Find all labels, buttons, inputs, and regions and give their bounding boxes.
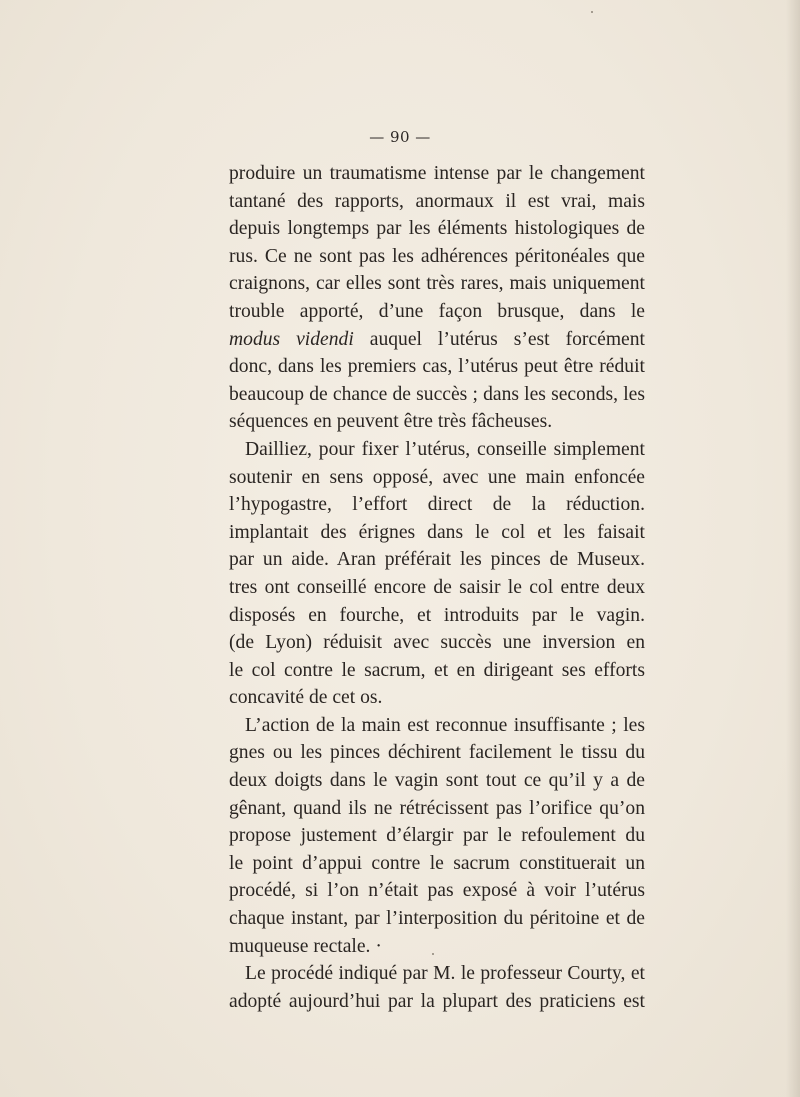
text-line: par un aide. Aran préférait les pinces de Museux. [229,549,645,571]
text-line: implantait des érignes dans le col et les faisait [229,521,645,543]
text-line: propose justement d’élargir par le refoulement du [229,825,645,847]
text-line: le col contre le sacrum, et en dirigeant ses efforts [229,659,645,681]
text-line: depuis longtemps par les éléments histologiques de [229,218,645,240]
text-line: gênant, quand ils ne rétrécissent pas l’orifice qu’on [229,797,645,819]
text-line: rus. Ce ne sont pas les adhérences péritonéales que [229,245,645,267]
text-line: muqueuse rectale. · [229,935,382,957]
text-line: chaque instant, par l’interposition du péritoine et de [229,908,645,930]
text-line: trouble apporté, d’une façon brusque, dans le [229,300,645,322]
paper-speck [432,953,434,955]
text-line: soutenir en sens opposé, avec une main enfoncée [229,466,645,488]
text-line: craignons, car elles sont très rares, mais uniquement [229,273,645,295]
text-line: L’action de la main est reconnue insuffisante ; les [245,714,645,736]
text-line: adopté aujourd’hui par la plupart des praticiens est [229,990,645,1012]
text-line: Dailliez, pour fixer l’utérus, conseille simplement [245,438,645,460]
text-line: (de Lyon) réduisit avec succès une inversion en [229,632,645,654]
text-line: tres ont conseillé encore de saisir le col entre deux [229,576,645,598]
text-line: disposés en fourche, et introduits par le vagin. [229,604,645,626]
text-line: procédé, si l’on n’était pas exposé à voir l’utérus [229,880,645,902]
italic-phrase: modus videndi [229,328,354,350]
body-text [229,160,645,1015]
text-line: l’hypogastre, l’effort direct de la réduction. [229,494,645,516]
page-edge-shadow [786,0,800,1097]
text-line: donc, dans les premiers cas, l’utérus peut être réduit [229,356,645,378]
text-line: deux doigts dans le vagin sont tout ce qu’il y a de [229,770,645,792]
text-line [229,326,645,354]
text-line: gnes ou les pinces déchirent facilement le tissu du [229,742,645,764]
text-line: séquences en peuvent être très fâcheuses. [229,411,553,433]
text-line: concavité de cet os. [229,687,383,709]
text-line: produire un traumatisme intense par le changement [229,163,645,184]
text-line: Le procédé indiqué par M. le professeur Courty, et [245,963,645,985]
paper-speck [591,11,593,13]
text-line-rest: auquel l’utérus s’est forcément [369,328,645,350]
text-line: beaucoup de chance de succès ; dans les seconds, les [229,383,645,405]
text-line: le point d’appui contre le sacrum constituerait un [229,852,645,874]
page-number: — 90 — [369,128,431,146]
text-line: tantané des rapports, anormaux il est vrai, mais [229,190,645,212]
